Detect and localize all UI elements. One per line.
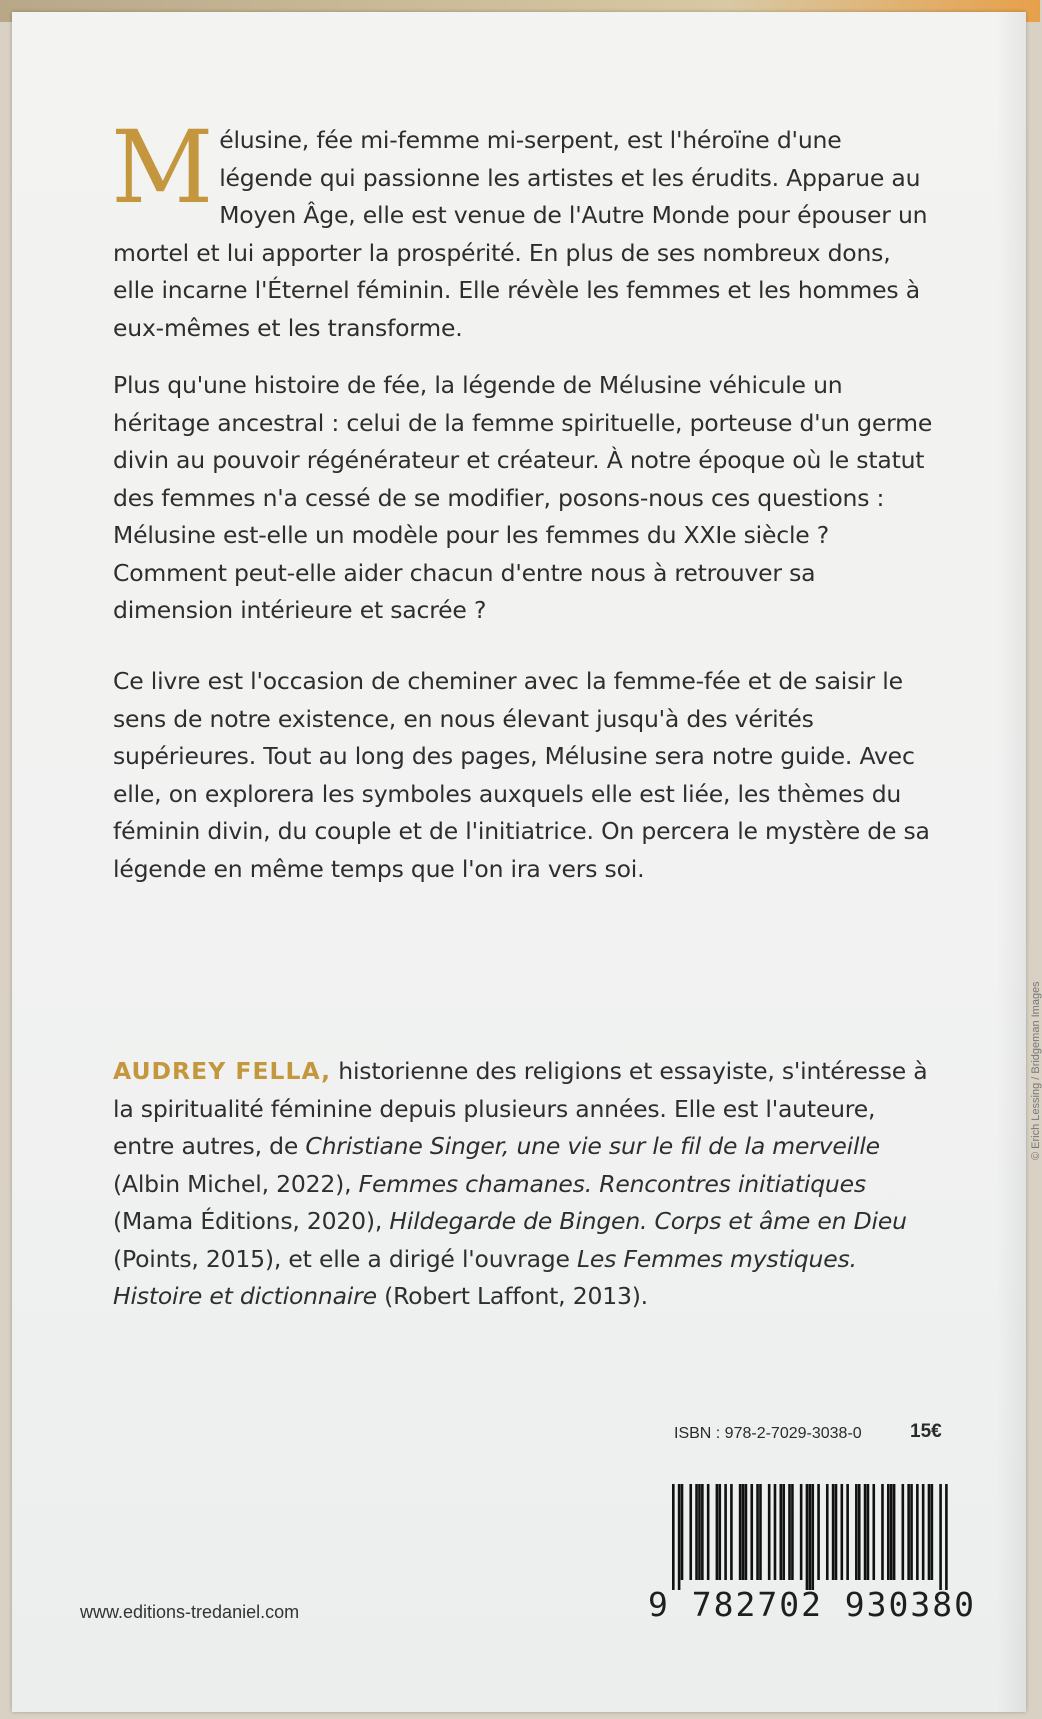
author-bio-text: (Mama Éditions, 2020), — [113, 1207, 390, 1235]
book-title-3: Hildegarde de Bingen. Corps et âme en Dieu — [389, 1207, 907, 1235]
synopsis-paragraph-1-text: élusine, fée mi-femme mi-serpent, est l'héroïne d'une légende qui passionne les artistes et les érudits. Apparue au Moyen Âge, elle est venue de l'Autre Monde pour épouser un mortel et lui apporter la prospérité. En plus de ses nombreux dons, elle incarne l'Éternel féminin. Elle révèle les femmes et les hommes à eux-mêmes et les transforme. — [113, 126, 928, 342]
image-credit: © Erich Lessing / Bridgeman Images — [1030, 981, 1042, 1160]
publisher-website: www.editions-tredaniel.com — [80, 1602, 300, 1622]
synopsis-paragraph-2: Plus qu'une histoire de fée, la légende de Mélusine véhicule un héritage ancestral : celui de la femme spirituelle, porteuse d'un germe divin au pouvoir régénérateur et créateur. À notre époque où le statut des femmes n'a cessé de se modifier, posons-nous ces questions : Mélusine est-elle un modèle pour les femmes du XXIe siècle ? Comment peut-elle aider chacun d'entre nous à retrouver sa dimension intérieure et sacrée ? — [113, 371, 933, 624]
book-title-2: Femmes chamanes. Rencontres initiatiques — [358, 1169, 866, 1198]
author-name: AUDREY FELLA, — [113, 1057, 332, 1085]
price-label: 15€ — [910, 1421, 942, 1442]
synopsis-paragraph-3: Ce livre est l'occasion de cheminer avec la femme-fée et de saisir le sens de notre existence, en nous élevant jusqu'à des vérités supérieures. Tout au long des pages, Mélusine sera notre guide. Avec elle, on explorera les symboles auxquels elle est liée, les thèmes du féminin divin, du couple et de l'initiatrice. On percera le mystère de sa légende en même temps que l'on ira vers soi. — [113, 667, 930, 883]
drop-cap: M — [111, 109, 214, 226]
book-title-1: Christiane Singer, une vie sur le fil de la merveille — [305, 1132, 880, 1160]
barcode-icon — [672, 1484, 948, 1590]
book-title-4: Les Femmes mystiques. Histoire et dictionnaire — [113, 1244, 857, 1310]
author-bio-text: historienne des religions et essayiste, s'intéresse à la spiritualité féminine depuis plusieurs années. Elle est l'auteure, entre autres, de — [113, 1057, 928, 1160]
barcode-digits: 9 782702 930380 — [648, 1585, 977, 1624]
synopsis-paragraph-1 — [111, 109, 933, 347]
author-bio-text: (Robert Laffont, 2013). — [376, 1282, 648, 1310]
author-bio-text: (Albin Michel, 2022), — [113, 1169, 359, 1198]
isbn-label: ISBN : 978-2-7029-3038-0 — [674, 1425, 862, 1442]
author-bio — [113, 1053, 933, 1316]
author-bio-text: (Points, 2015), et elle a dirigé l'ouvrage — [113, 1244, 578, 1273]
cover-edge-shade — [996, 12, 1026, 1712]
